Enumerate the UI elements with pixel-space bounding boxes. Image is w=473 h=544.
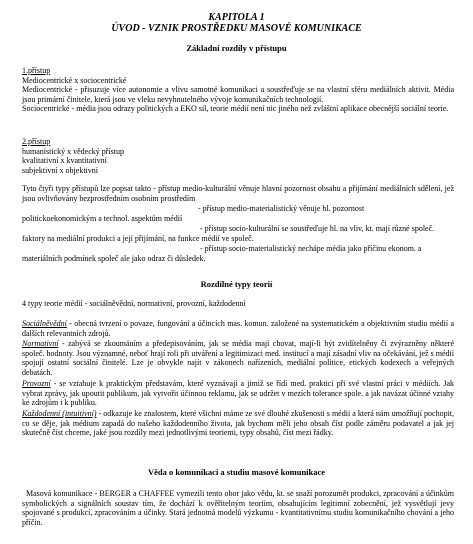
approach-2-title: 2.přístup <box>22 137 51 146</box>
theories-intro: 4 typy teorie médií - sociálněvědní, normativní, provozní, každodenní <box>22 299 246 308</box>
approach-2-line-3: subjektivní x objektivní <box>22 165 98 175</box>
theory-operational <box>22 379 454 408</box>
chapter-label: KAPITOLA 1 <box>208 12 265 23</box>
chapter-title: ÚVOD - VZNIK PROSTŘEDKU MASOVÉ KOMUNIKACE <box>111 23 362 34</box>
four-approaches-intro: Tyto čtyři typy přístupů lze popsat takto - přístup medio-kulturální věnuje hlavní pozornost obsahu a přijímání mediálních sdělení, jež jsou ovlivňovány bezprostředním osobním prostředím <box>22 184 454 203</box>
approach-item-2a: - přístup socio-kulturální se soustřeďuje hl. na vliv, kt. mají různé společ. <box>200 224 435 233</box>
approach-2-line-2: kvalitativní x kvantitativní <box>22 156 107 166</box>
theory-text: - obecná tvrzení o povaze, fungování a účincích mas. komun. založené na systematickém a objektivním studiu médií a dalších relevantních zdrojů. <box>22 319 454 338</box>
section-heading-approaches: Základní rozdíly v přístupu <box>186 43 287 53</box>
theory-term: Sociálněvědní <box>22 319 67 328</box>
theory-social-science <box>22 319 454 338</box>
theory-normative <box>22 339 454 377</box>
approach-1-title: 1.přístup <box>22 66 51 75</box>
theory-term: Normativní <box>22 339 59 348</box>
approach-2-line-1: humanistický x vědecký přístup <box>22 146 124 156</box>
section-heading-theories: Rozdílné typy teorií <box>200 279 273 289</box>
theory-term: Provozní <box>22 379 51 388</box>
approach-item-1b: politickoekonomickým a technol. aspektům médií <box>22 214 183 223</box>
theory-term: Každodenní (intuitivní) <box>22 409 97 418</box>
theory-text: - odkazuje ke znalostem, které všichni máme ze své dlouhé zkušenosti s médii a která nám umožňují pochopit, co se děje, jak médium zapadá do našeho každodenního života, jak bychom měli jeho obsah číst podle záměru podavatel a jak jej skutečně číst chceme, jaké jsou rozdíly mezi jednotlivými teoriemi, typy obsahů, číst mezi řádky. <box>22 409 455 438</box>
approach-1-sociocentric: Sociocentrické - média jsou odrazy politických a EKO sil, teorie médií není nic jiného než zvláštní aplikace obecnější sociální teorie. <box>22 104 449 114</box>
section-heading-science: Věda o komunikaci a studiu masové komunikace <box>147 467 326 477</box>
theory-everyday <box>22 409 454 438</box>
approach-1-block <box>22 66 454 114</box>
theory-text: - zabývá se zkoumáním a předepisováním, jak se média mají chovat, mají-li být zvidítelněny či zvýrazněny některé společ. hodnoty. Jsou významné, neboť hrají roli při utváření a legitimizaci med. institucí a mají zásadní vliv na očekávání, jež s médii spojují ostatní sociální činitelé. Lze je obvykle najít v zákonech nařízeních, mediální politice, etických kodexech a veřejných debatách. <box>22 339 454 377</box>
approach-item-2b: faktory na mediální produkci a její přijímání, na funkce médií ve společ. <box>22 234 254 243</box>
approach-2-block <box>22 137 454 175</box>
approach-item-3a: - přístup socio-materialistický nechápe média jako příčinu ekonom. a <box>200 244 422 253</box>
mass-communication-paragraph: Masová komunikace - BERGER a CHAFFEE vymezili tento obor jako vědu, kt. se snaží porozumět produkci, zpracování a účinkům symbolických a signálních soustav tím, že dochází k ověřitelným teoriím, obsahujícím legitimní zobecnění, jež vysvětlují jevy spojované s produkcí, zpracováním a účinky. Stará jednotná modelů výzkumu - kvantitativnímu studiu komunikačního chování a jeho příčin. <box>22 489 454 527</box>
theory-text: - se vztahuje k praktickým představám, které vyznávají a jimiž se řídí med. praktici při své vlastní práci v médiích. Jak vybrat zprávy, jak upoutit publikum, jak vytvořit účinnou reklamu, jak se udržet v mezích tolerance spole. a jak navázat účinné vztahy ke zdrojům i k publiku. <box>22 379 454 408</box>
approach-1-pair: Mediocentrické x sociocentrické <box>22 75 127 85</box>
approach-item-1a: - přístup medio-materialistický věnuje hl. pozornost <box>198 204 365 213</box>
approach-1-mediocentric: Mediocentrické - přisuzuje více autonomie a vlivu samotné komunikaci a soustřeďuje se na vlastní sféru mediálních aktivit. Média jsou primární činitele, která jsou ve vleku nevyhnutelného vývoje komunikačních technologií. <box>22 85 454 104</box>
approach-item-3b: materiálních podmínek společ ale jako odraz či důsledek. <box>22 254 206 263</box>
